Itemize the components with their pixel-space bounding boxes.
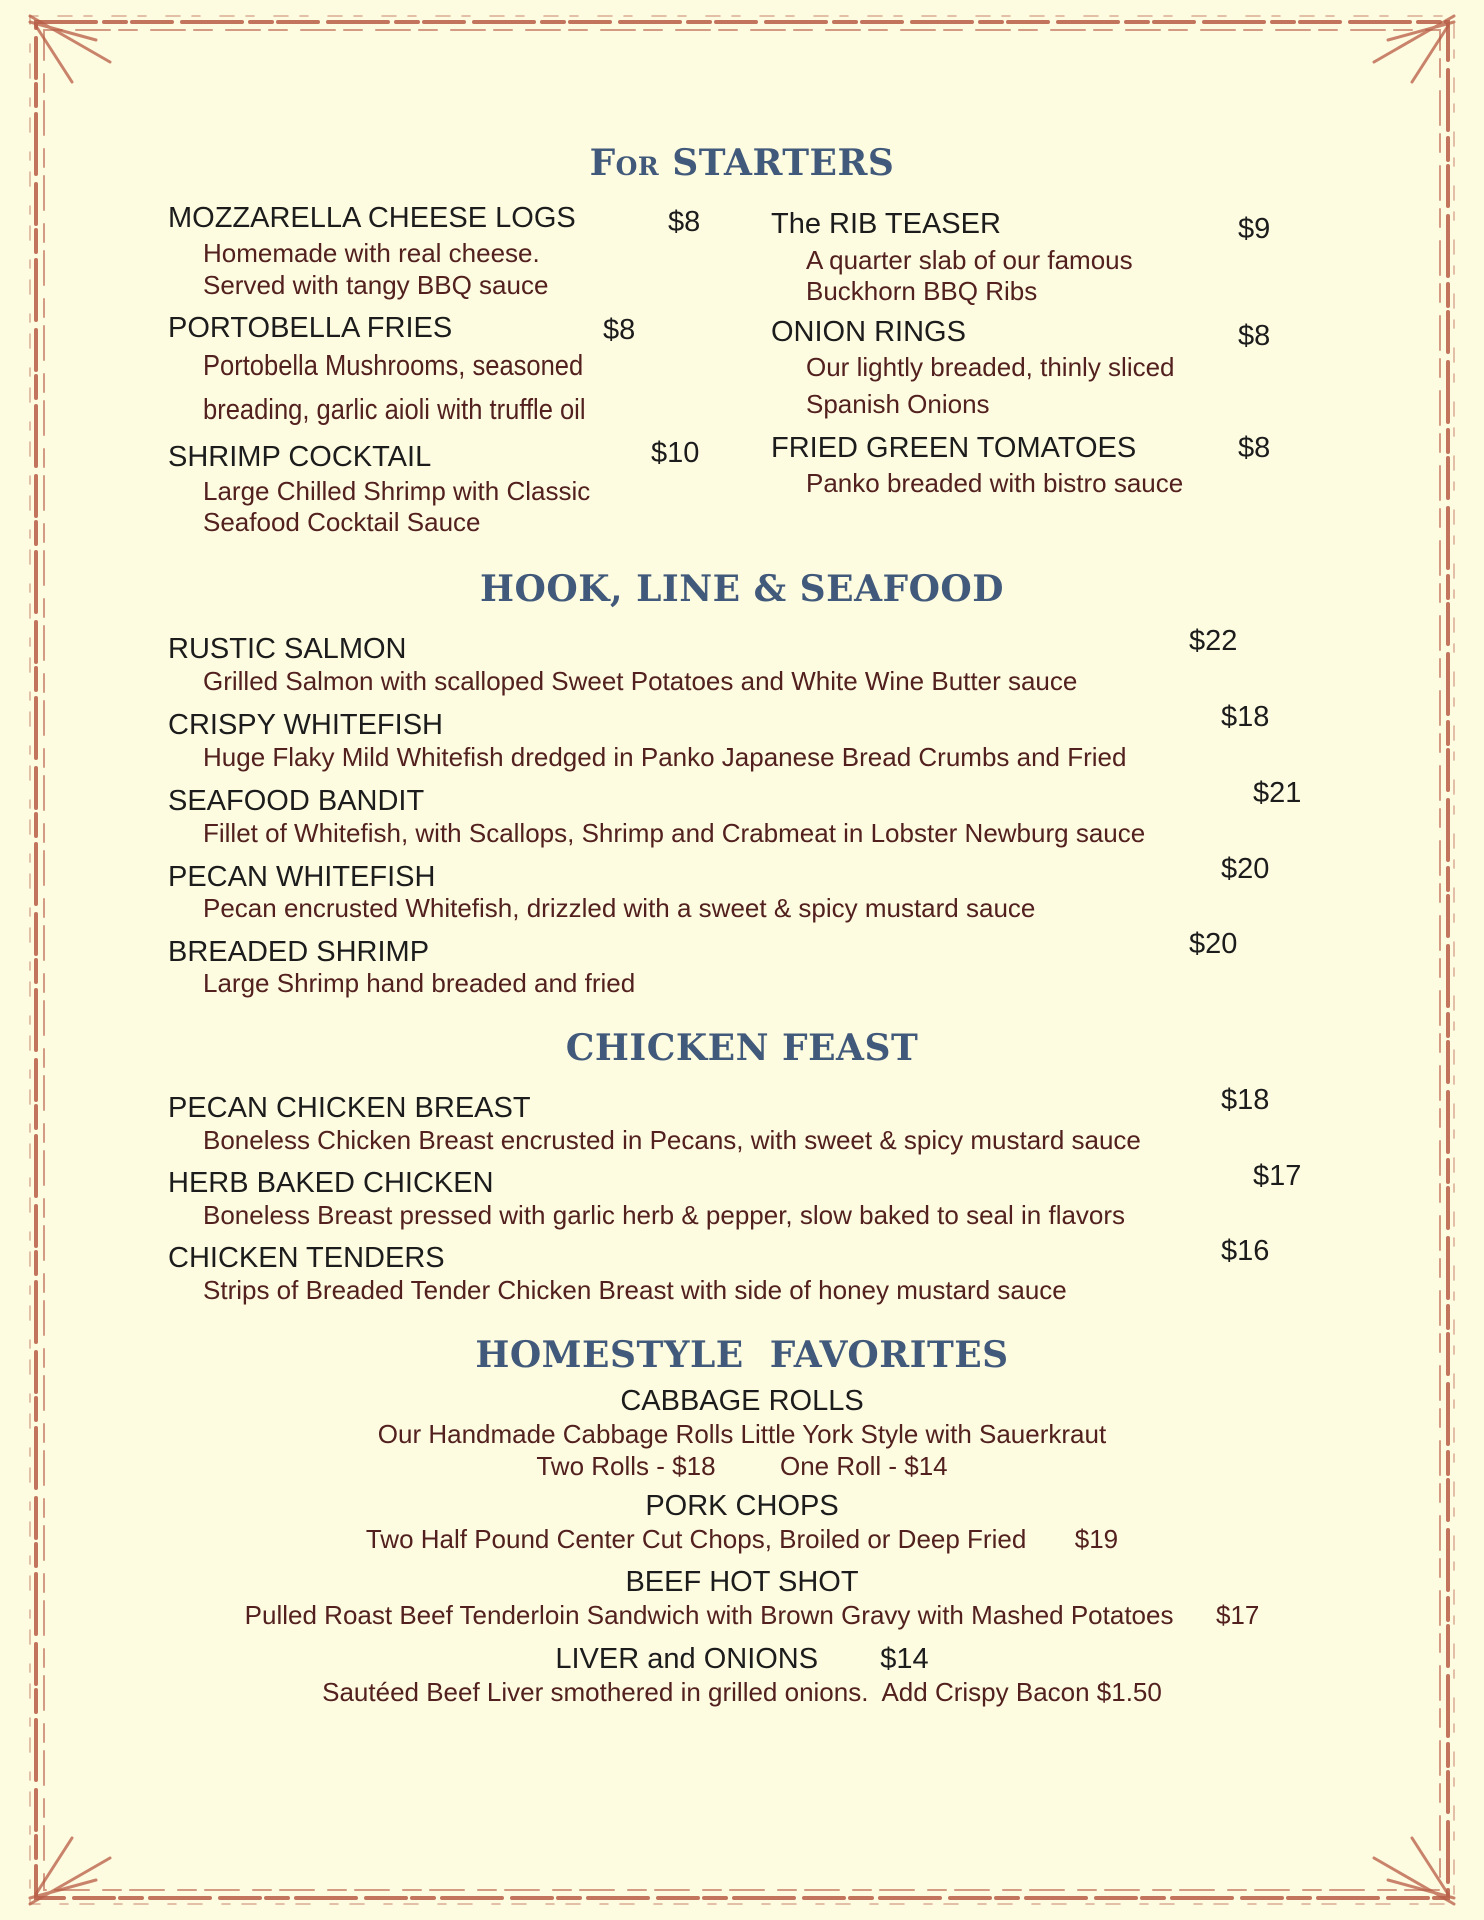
- section-heading-seafood: HOOK, LINE & SEAFOOD: [479, 568, 1005, 610]
- item-description: Pecan encrusted Whitefish, drizzled with a sweet & spicy mustard sauce: [203, 893, 1036, 923]
- heading-main: STARTERS: [672, 142, 895, 184]
- item-name: MOZZARELLA CHEESE LOGS: [168, 202, 576, 234]
- two-rolls-price: Two Rolls - $18: [536, 1451, 716, 1481]
- item-description: Large Chilled Shrimp with Classic: [203, 476, 591, 506]
- item-price: $10: [651, 437, 700, 469]
- item-description: Our lightly breaded, thinly sliced: [806, 352, 1175, 382]
- cabbage-rolls-name: CABBAGE ROLLS: [620, 1385, 864, 1417]
- item-description: Seafood Cocktail Sauce: [203, 507, 481, 537]
- item-name: SHRIMP COCKTAIL: [168, 441, 432, 473]
- item-price: $18: [1221, 1084, 1270, 1116]
- item-name: SEAFOOD BANDIT: [168, 785, 425, 817]
- item-name: BREADED SHRIMP: [168, 936, 430, 968]
- item-price: $22: [1189, 625, 1238, 657]
- liver-onions-description: Sautéed Beef Liver smothered in grilled onions. Add Crispy Bacon $1.50: [322, 1677, 1162, 1707]
- item-name: PORTOBELLA FRIES: [168, 312, 453, 344]
- item-price: $8: [668, 206, 701, 238]
- item-description: A quarter slab of our famous: [806, 245, 1133, 275]
- item-description: breading, garlic aioli with truffle oil: [203, 394, 586, 426]
- item-description: Buckhorn BBQ Ribs: [806, 276, 1038, 306]
- item-description: Panko breaded with bistro sauce: [806, 468, 1184, 498]
- one-roll-price: One Roll - $14: [780, 1451, 948, 1481]
- item-name: ONION RINGS: [771, 316, 966, 348]
- item-price: $8: [603, 314, 636, 346]
- item-description: Boneless Chicken Breast encrusted in Pecans, with sweet & spicy mustard sauce: [203, 1125, 1141, 1155]
- item-name: CRISPY WHITEFISH: [168, 709, 443, 741]
- liver-onions-price: $14: [880, 1643, 929, 1675]
- pork-chops-name: PORK CHOPS: [645, 1490, 839, 1522]
- item-description: Grilled Salmon with scalloped Sweet Potatoes and White Wine Butter sauce: [203, 666, 1078, 696]
- cabbage-rolls-description: Our Handmade Cabbage Rolls Little York Style with Sauerkraut: [377, 1419, 1107, 1449]
- item-name: CHICKEN TENDERS: [168, 1242, 445, 1274]
- pork-chops-price: $19: [1074, 1524, 1119, 1554]
- item-name: HERB BAKED CHICKEN: [168, 1167, 494, 1199]
- item-description: Portobella Mushrooms, seasoned: [203, 350, 584, 382]
- pork-chops-description: Two Half Pound Center Cut Chops, Broiled or Deep Fried: [365, 1524, 1027, 1554]
- item-description: Served with tangy BBQ sauce: [203, 270, 549, 300]
- item-price: $17: [1253, 1160, 1302, 1192]
- item-name: The RIB TEASER: [771, 208, 1001, 240]
- section-heading-chicken: CHICKEN FEAST: [565, 1027, 919, 1069]
- beef-hot-shot-description-row: [10, 1600, 1484, 1631]
- pork-chops-description-row: [0, 1524, 1484, 1555]
- item-description: Large Shrimp hand breaded and fried: [203, 968, 636, 998]
- item-name: PECAN WHITEFISH: [168, 861, 436, 893]
- item-price: $8: [1238, 432, 1271, 464]
- item-name: PECAN CHICKEN BREAST: [168, 1092, 531, 1124]
- item-description: Huge Flaky Mild Whitefish dredged in Panko Japanese Bread Crumbs and Fried: [203, 742, 1127, 772]
- liver-onions-name: LIVER and ONIONS: [555, 1643, 819, 1675]
- beef-hot-shot-price: $17: [1215, 1600, 1260, 1630]
- item-price: $20: [1221, 853, 1270, 885]
- item-description: Strips of Breaded Tender Chicken Breast with side of honey mustard sauce: [203, 1275, 1067, 1305]
- beef-hot-shot-name: BEEF HOT SHOT: [625, 1566, 859, 1598]
- item-price: $21: [1253, 777, 1302, 809]
- item-price: $20: [1189, 928, 1238, 960]
- cabbage-rolls-prices: [0, 1451, 1484, 1482]
- item-price: $9: [1238, 213, 1271, 245]
- item-description: Fillet of Whitefish, with Scallops, Shrimp and Crabmeat in Lobster Newburg sauce: [203, 818, 1146, 848]
- item-description: Boneless Breast pressed with garlic herb & pepper, slow baked to seal in flavors: [203, 1200, 1126, 1230]
- item-price: $16: [1221, 1235, 1270, 1267]
- item-description: Spanish Onions: [806, 389, 990, 419]
- item-name: RUSTIC SALMON: [168, 633, 407, 665]
- beef-hot-shot-description: Pulled Roast Beef Tenderloin Sandwich with Brown Gravy with Mashed Potatoes: [244, 1600, 1174, 1630]
- item-price: $18: [1221, 701, 1270, 733]
- section-heading-homestyle: HOMESTYLE FAVORITES: [475, 1334, 1009, 1376]
- item-name: FRIED GREEN TOMATOES: [771, 432, 1137, 464]
- item-description: Homemade with real cheese.: [203, 238, 540, 268]
- item-price: $8: [1238, 320, 1271, 352]
- heading-prefix: For: [589, 142, 660, 184]
- liver-onions-row: [0, 1643, 1484, 1676]
- section-heading-starters: [0, 142, 1484, 184]
